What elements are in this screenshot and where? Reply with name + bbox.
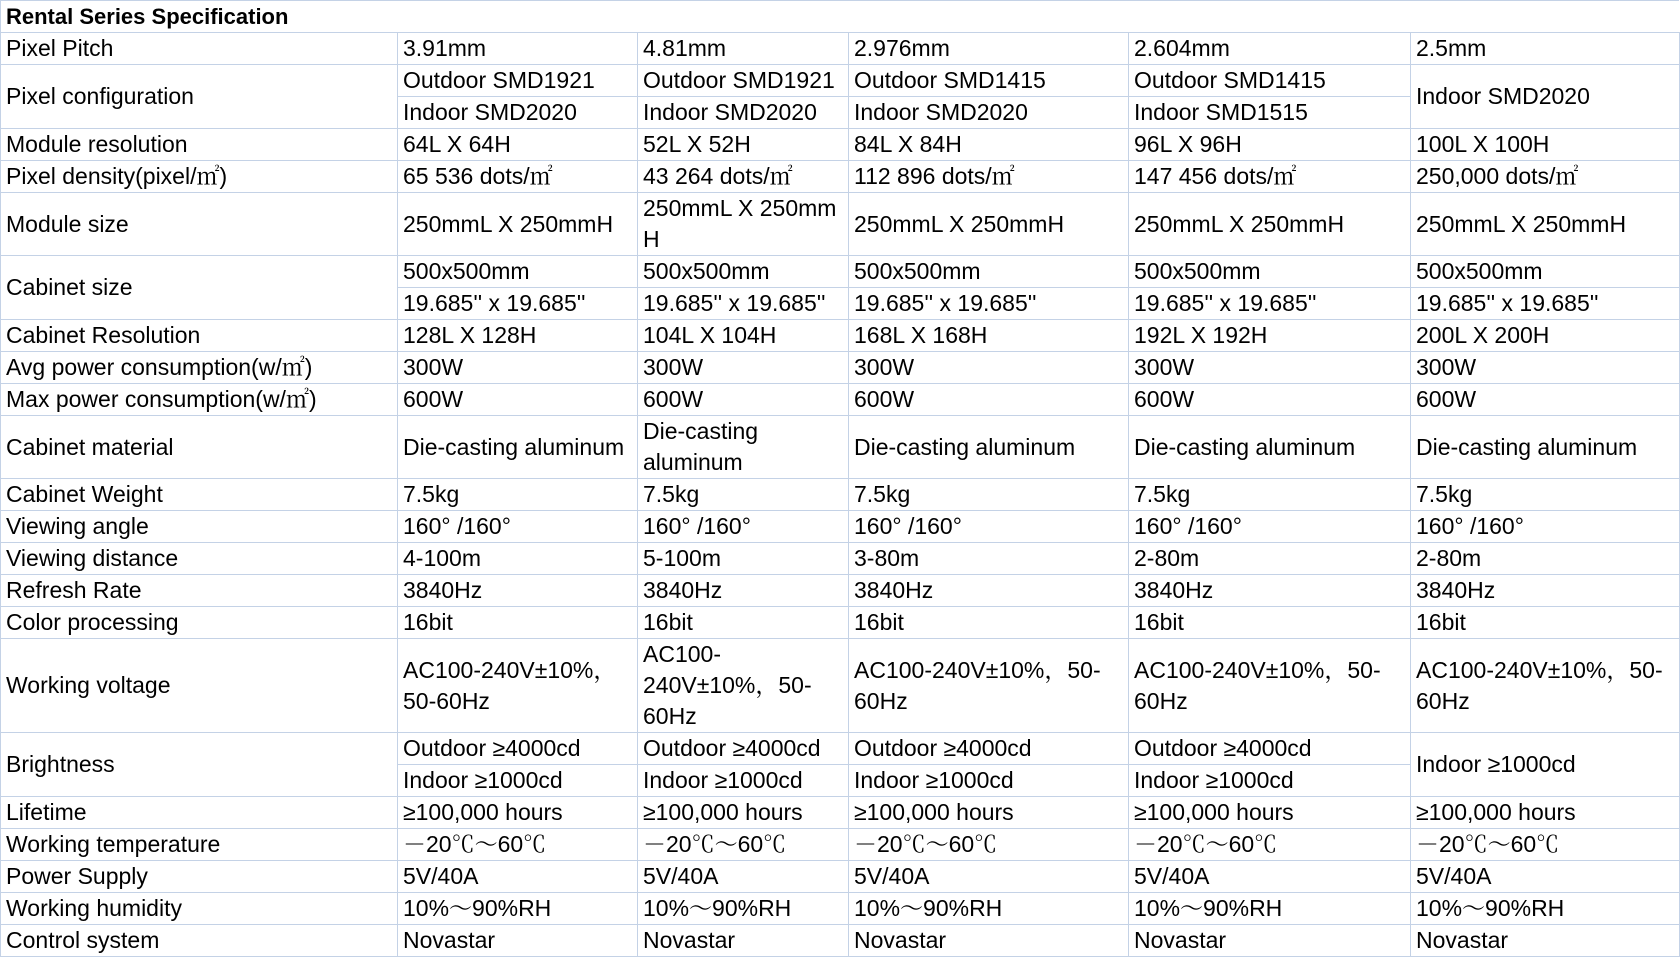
cell-cabinet-size: 19.685'' x 19.685'': [1411, 288, 1680, 320]
cell-pixel-config: Outdoor SMD1921: [638, 65, 849, 97]
row-label-refresh-rate: Refresh Rate: [1, 575, 398, 607]
cell-pixel-config: Indoor SMD2020: [398, 97, 638, 129]
cell-refresh-rate: 3840Hz: [638, 575, 849, 607]
row-label-brightness: Brightness: [1, 733, 398, 797]
cell-lifetime: ≥100,000 hours: [849, 797, 1129, 829]
cell-viewing-distance: 5-100m: [638, 543, 849, 575]
cell-working-voltage: AC100-240V±10%，50-60Hz: [849, 639, 1129, 733]
cell-working-voltage: AC100-240V±10%，50-60Hz: [1411, 639, 1680, 733]
table-row: [1, 797, 1680, 829]
row-label-viewing-distance: Viewing distance: [1, 543, 398, 575]
table-row: [1, 511, 1680, 543]
row-label-cabinet-weight: Cabinet Weight: [1, 479, 398, 511]
cell-control-system: Novastar: [1411, 925, 1680, 957]
row-label-pixel-config: Pixel configuration: [1, 65, 398, 129]
cell-cabinet-size: 500x500mm: [849, 256, 1129, 288]
cell-pixel-density: 147 456 dots/㎡: [1129, 161, 1411, 193]
cell-cabinet-size: 19.685'' x 19.685'': [638, 288, 849, 320]
cell-cabinet-size: 500x500mm: [398, 256, 638, 288]
cell-brightness: Indoor ≥1000cd: [1129, 765, 1411, 797]
table-row: [1, 256, 1680, 288]
cell-cabinet-weight: 7.5kg: [849, 479, 1129, 511]
cell-viewing-angle: 160° /160°: [398, 511, 638, 543]
cell-cabinet-resolution: 200L X 200H: [1411, 320, 1680, 352]
cell-working-humidity: 10%～90%RH: [1411, 893, 1680, 925]
table-title: Rental Series Specification: [1, 1, 1680, 33]
row-label-module-size: Module size: [1, 193, 398, 256]
cell-working-temperature: －20℃～60℃: [398, 829, 638, 861]
cell-working-voltage: AC100-240V±10%，50-60Hz: [1129, 639, 1411, 733]
cell-brightness: Indoor ≥1000cd: [1411, 733, 1680, 797]
cell-module-size: 250mmL X 250mmH: [1411, 193, 1680, 256]
cell-color-processing: 16bit: [398, 607, 638, 639]
cell-pixel-pitch: 2.604mm: [1129, 33, 1411, 65]
cell-pixel-config: Indoor SMD1515: [1129, 97, 1411, 129]
row-label-avg-power: Avg power consumption(w/㎡): [1, 352, 398, 384]
cell-avg-power: 300W: [638, 352, 849, 384]
row-label-color-processing: Color processing: [1, 607, 398, 639]
cell-color-processing: 16bit: [1411, 607, 1680, 639]
cell-cabinet-size: 500x500mm: [1411, 256, 1680, 288]
table-row: [1, 575, 1680, 607]
table-row: [1, 479, 1680, 511]
cell-max-power: 600W: [849, 384, 1129, 416]
table-row: [1, 65, 1680, 97]
cell-pixel-config: Outdoor SMD1415: [1129, 65, 1411, 97]
title-row: [1, 1, 1680, 33]
cell-max-power: 600W: [1411, 384, 1680, 416]
cell-viewing-angle: 160° /160°: [1129, 511, 1411, 543]
row-label-module-resolution: Module resolution: [1, 129, 398, 161]
row-label-lifetime: Lifetime: [1, 797, 398, 829]
cell-max-power: 600W: [398, 384, 638, 416]
cell-module-resolution: 100L X 100H: [1411, 129, 1680, 161]
cell-cabinet-size: 19.685'' x 19.685'': [849, 288, 1129, 320]
cell-avg-power: 300W: [1129, 352, 1411, 384]
cell-pixel-config: Outdoor SMD1415: [849, 65, 1129, 97]
cell-brightness: Outdoor ≥4000cd: [638, 733, 849, 765]
cell-viewing-angle: 160° /160°: [849, 511, 1129, 543]
table-row: [1, 607, 1680, 639]
cell-brightness: Outdoor ≥4000cd: [1129, 733, 1411, 765]
cell-module-size: 250mmL X 250mmH: [1129, 193, 1411, 256]
cell-control-system: Novastar: [398, 925, 638, 957]
cell-max-power: 600W: [1129, 384, 1411, 416]
cell-pixel-pitch: 2.5mm: [1411, 33, 1680, 65]
cell-refresh-rate: 3840Hz: [849, 575, 1129, 607]
table-row: [1, 861, 1680, 893]
table-row: [1, 384, 1680, 416]
row-label-max-power: Max power consumption(w/㎡): [1, 384, 398, 416]
cell-viewing-distance: 2-80m: [1129, 543, 1411, 575]
table-row: [1, 320, 1680, 352]
cell-module-size: 250mmL X 250mmH: [398, 193, 638, 256]
cell-working-humidity: 10%～90%RH: [398, 893, 638, 925]
cell-pixel-density: 43 264 dots/㎡: [638, 161, 849, 193]
cell-module-size: 250mmL X 250mmH: [849, 193, 1129, 256]
cell-cabinet-material: Die-casting aluminum: [1129, 416, 1411, 479]
row-label-pixel-density: Pixel density(pixel/㎡): [1, 161, 398, 193]
cell-cabinet-resolution: 192L X 192H: [1129, 320, 1411, 352]
cell-working-humidity: 10%～90%RH: [849, 893, 1129, 925]
cell-viewing-angle: 160° /160°: [638, 511, 849, 543]
cell-module-size: 250mmL X 250mm H: [638, 193, 849, 256]
table-row: [1, 193, 1680, 256]
row-label-viewing-angle: Viewing angle: [1, 511, 398, 543]
row-label-working-voltage: Working voltage: [1, 639, 398, 733]
cell-avg-power: 300W: [398, 352, 638, 384]
cell-pixel-pitch: 3.91mm: [398, 33, 638, 65]
cell-max-power: 600W: [638, 384, 849, 416]
cell-working-temperature: －20℃～60℃: [1411, 829, 1680, 861]
cell-power-supply: 5V/40A: [849, 861, 1129, 893]
cell-pixel-config: Outdoor SMD1921: [398, 65, 638, 97]
cell-pixel-config: Indoor SMD2020: [1411, 65, 1680, 129]
cell-pixel-density: 112 896 dots/㎡: [849, 161, 1129, 193]
cell-module-resolution: 64L X 64H: [398, 129, 638, 161]
row-label-working-humidity: Working humidity: [1, 893, 398, 925]
cell-cabinet-size: 19.685'' x 19.685'': [398, 288, 638, 320]
cell-cabinet-resolution: 128L X 128H: [398, 320, 638, 352]
cell-cabinet-material: Die-casting aluminum: [638, 416, 849, 479]
cell-avg-power: 300W: [849, 352, 1129, 384]
cell-cabinet-weight: 7.5kg: [638, 479, 849, 511]
cell-working-humidity: 10%～90%RH: [1129, 893, 1411, 925]
cell-working-voltage: AC100-240V±10%，50-60Hz: [638, 639, 849, 733]
cell-color-processing: 16bit: [638, 607, 849, 639]
cell-lifetime: ≥100,000 hours: [398, 797, 638, 829]
cell-brightness: Outdoor ≥4000cd: [849, 733, 1129, 765]
cell-color-processing: 16bit: [1129, 607, 1411, 639]
cell-viewing-distance: 4-100m: [398, 543, 638, 575]
cell-cabinet-resolution: 168L X 168H: [849, 320, 1129, 352]
cell-lifetime: ≥100,000 hours: [1411, 797, 1680, 829]
cell-brightness: Indoor ≥1000cd: [849, 765, 1129, 797]
cell-working-temperature: －20℃～60℃: [638, 829, 849, 861]
table-row: [1, 33, 1680, 65]
table-row: [1, 829, 1680, 861]
cell-lifetime: ≥100,000 hours: [1129, 797, 1411, 829]
row-label-power-supply: Power Supply: [1, 861, 398, 893]
cell-pixel-config: Indoor SMD2020: [638, 97, 849, 129]
cell-pixel-config: Indoor SMD2020: [849, 97, 1129, 129]
cell-brightness: Indoor ≥1000cd: [398, 765, 638, 797]
cell-power-supply: 5V/40A: [398, 861, 638, 893]
cell-module-resolution: 52L X 52H: [638, 129, 849, 161]
cell-working-temperature: －20℃～60℃: [1129, 829, 1411, 861]
row-label-pixel-pitch: Pixel Pitch: [1, 33, 398, 65]
cell-color-processing: 16bit: [849, 607, 1129, 639]
cell-pixel-density: 250,000 dots/㎡: [1411, 161, 1680, 193]
cell-power-supply: 5V/40A: [1129, 861, 1411, 893]
cell-avg-power: 300W: [1411, 352, 1680, 384]
cell-lifetime: ≥100,000 hours: [638, 797, 849, 829]
cell-cabinet-material: Die-casting aluminum: [1411, 416, 1680, 479]
cell-cabinet-material: Die-casting aluminum: [398, 416, 638, 479]
table-row: [1, 416, 1680, 479]
cell-cabinet-weight: 7.5kg: [1411, 479, 1680, 511]
cell-viewing-angle: 160° /160°: [1411, 511, 1680, 543]
cell-viewing-distance: 2-80m: [1411, 543, 1680, 575]
cell-cabinet-size: 500x500mm: [638, 256, 849, 288]
cell-cabinet-resolution: 104L X 104H: [638, 320, 849, 352]
table-row: [1, 893, 1680, 925]
cell-pixel-density: 65 536 dots/㎡: [398, 161, 638, 193]
row-label-cabinet-material: Cabinet material: [1, 416, 398, 479]
row-label-working-temperature: Working temperature: [1, 829, 398, 861]
cell-working-humidity: 10%～90%RH: [638, 893, 849, 925]
row-label-cabinet-resolution: Cabinet Resolution: [1, 320, 398, 352]
cell-pixel-pitch: 4.81mm: [638, 33, 849, 65]
cell-power-supply: 5V/40A: [1411, 861, 1680, 893]
cell-control-system: Novastar: [1129, 925, 1411, 957]
cell-working-temperature: －20℃～60℃: [849, 829, 1129, 861]
row-label-cabinet-size: Cabinet size: [1, 256, 398, 320]
cell-control-system: Novastar: [638, 925, 849, 957]
cell-module-resolution: 96L X 96H: [1129, 129, 1411, 161]
cell-power-supply: 5V/40A: [638, 861, 849, 893]
table-row: [1, 925, 1680, 957]
table-row: [1, 639, 1680, 733]
cell-brightness: Indoor ≥1000cd: [638, 765, 849, 797]
table-row: [1, 352, 1680, 384]
cell-cabinet-material: Die-casting aluminum: [849, 416, 1129, 479]
cell-refresh-rate: 3840Hz: [398, 575, 638, 607]
cell-working-voltage: AC100-240V±10%，50-60Hz: [398, 639, 638, 733]
cell-module-resolution: 84L X 84H: [849, 129, 1129, 161]
cell-refresh-rate: 3840Hz: [1129, 575, 1411, 607]
cell-cabinet-weight: 7.5kg: [1129, 479, 1411, 511]
cell-cabinet-size: 500x500mm: [1129, 256, 1411, 288]
cell-pixel-pitch: 2.976mm: [849, 33, 1129, 65]
cell-cabinet-weight: 7.5kg: [398, 479, 638, 511]
table-row: [1, 129, 1680, 161]
table-row: [1, 543, 1680, 575]
cell-refresh-rate: 3840Hz: [1411, 575, 1680, 607]
row-label-control-system: Control system: [1, 925, 398, 957]
cell-viewing-distance: 3-80m: [849, 543, 1129, 575]
cell-brightness: Outdoor ≥4000cd: [398, 733, 638, 765]
table-row: [1, 733, 1680, 765]
cell-cabinet-size: 19.685'' x 19.685'': [1129, 288, 1411, 320]
table-row: [1, 161, 1680, 193]
cell-control-system: Novastar: [849, 925, 1129, 957]
